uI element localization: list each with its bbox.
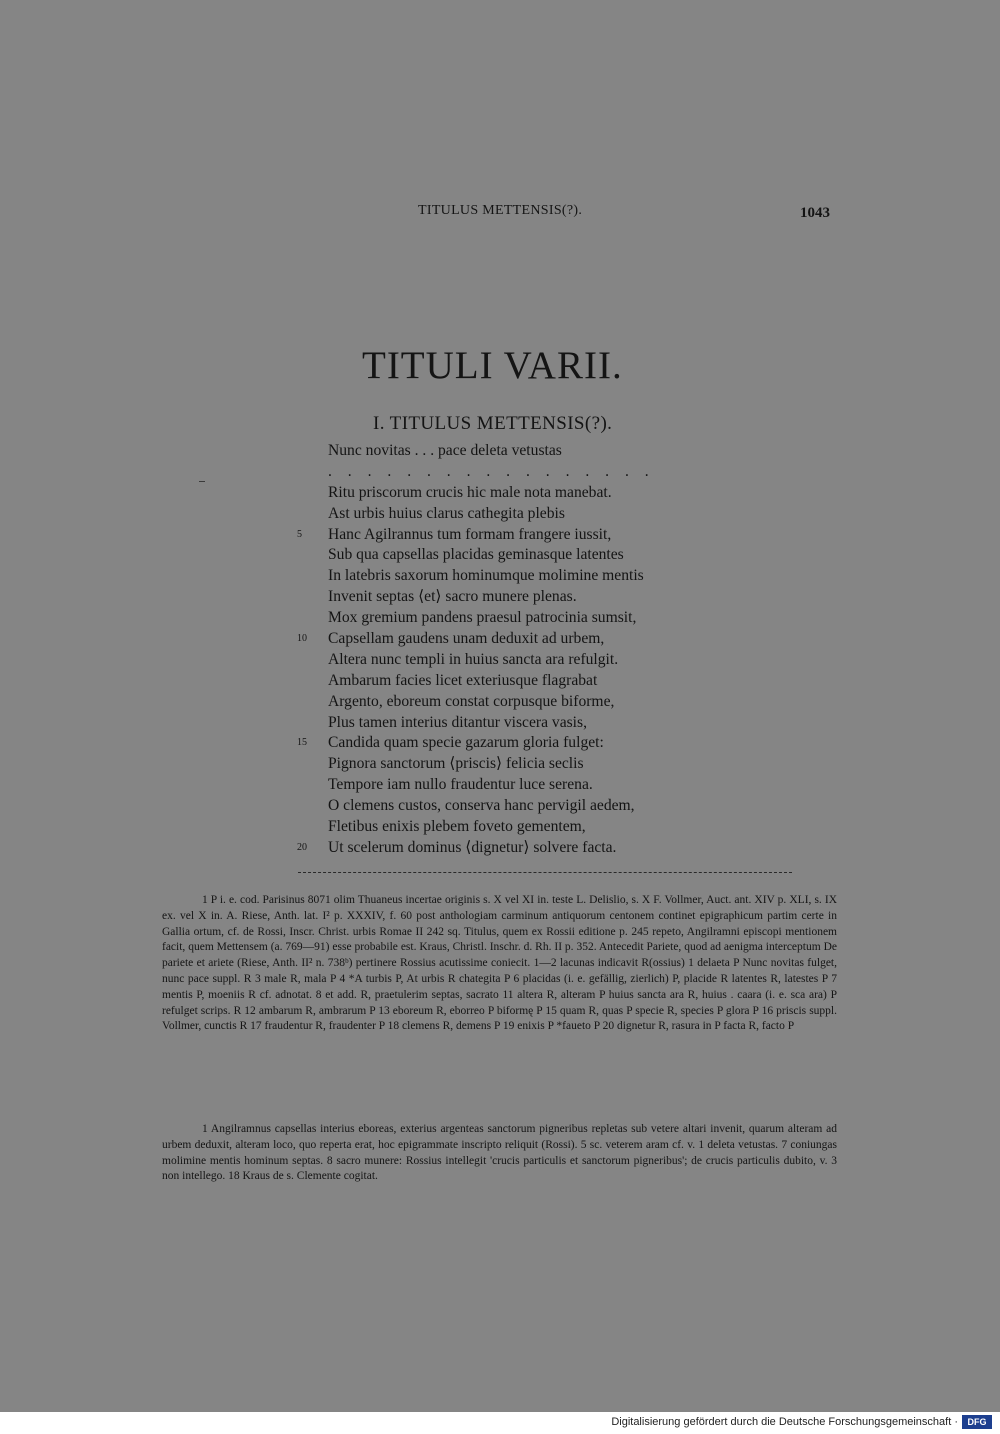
commentary-text: 1 Angilramnus capsellas interius eboreas, exterius argenteas sanctorum pigneribus repletas sub vetere altari invenit, quarum alteram ad urbem deduxit, alteram loco, quo reperta erat, hoc epigrammate inscripto reliquit (Rossi). 5 sc. veterem aram cf. v. 1 deleta vetustas. 7 coniungas molimine mentis hominum septas. 8 sacro munere: Rossius intellegit 'crucis particulis et sanctorum pigneribus'; de crucis particulis dubito, v. 3 non intellego. 18 Kraus de s. Clemente cogitat. — [162, 1123, 837, 1183]
verse-line — [0, 650, 1000, 671]
verse-line — [0, 817, 1000, 838]
verse-line — [0, 483, 1000, 504]
separator-rule — [298, 872, 792, 873]
line-number: 10 — [297, 633, 307, 645]
commentary-notes — [162, 1122, 837, 1185]
verse-text: Argento, eboreum constat corpusque biforme, — [328, 692, 615, 710]
digitization-footer — [0, 1412, 1000, 1434]
verse-text: Altera nunc templi in huius sancta ara refulgit. — [328, 650, 619, 668]
verse-line — [0, 838, 1000, 859]
verse-line — [0, 566, 1000, 587]
funding-credit[interactable]: Digitalisierung gefördert durch die Deutsche Forschungsgemeinschaft · — [611, 1416, 958, 1428]
verse-text: Hanc Agilrannus tum formam frangere iussit, — [328, 525, 612, 543]
verse-line — [0, 754, 1000, 775]
lacuna-dots: . . . . . . . . . . . . . . . . . — [328, 462, 655, 480]
line-number: 15 — [297, 737, 307, 749]
verse-line — [0, 525, 1000, 546]
verse-text: Capsellam gaudens unam deduxit ad urbem, — [328, 630, 605, 648]
verse-text: Sub qua capsellas placidas geminasque latentes — [328, 546, 624, 564]
line-number: 5 — [297, 528, 302, 540]
page-number: 1043 — [800, 205, 830, 221]
verse-text: In latebris saxorum hominumque molimine mentis — [328, 567, 644, 585]
verse-text: Pignora sanctorum ⟨priscis⟩ felicia seclis — [328, 755, 584, 773]
verse-line — [0, 587, 1000, 608]
verse-line — [0, 545, 1000, 566]
page-title: TITULI VARII. — [362, 344, 623, 387]
verse-line — [0, 629, 1000, 650]
verse-line — [0, 713, 1000, 734]
verse-line — [0, 775, 1000, 796]
verse-text: Plus tamen interius ditantur viscera vasis, — [328, 713, 587, 731]
verse-text: Ambarum facies licet exteriusque flagrabat — [328, 671, 598, 689]
verse-text: Mox gremium pandens praesul patrocinia sumsit, — [328, 609, 637, 627]
verse-line — [0, 441, 1000, 462]
verse-text: Ut scelerum dominus ⟨dignetur⟩ solvere facta. — [328, 838, 617, 856]
section-title: I. TITULUS METTENSIS(?). — [373, 413, 613, 434]
verse-text: Ast urbis huius clarus cathegita plebis — [328, 504, 565, 522]
running-title: TITULUS METTENSIS(?). — [418, 203, 583, 218]
line-number: 20 — [297, 841, 307, 853]
dfg-logo-icon[interactable]: DFG — [962, 1415, 992, 1429]
poem — [0, 441, 1000, 859]
apparatus-text: 1 P i. e. cod. Parisinus 8071 olim Thuaneus incertae originis s. X vel XI in. teste L. Delislio, s. X F. Vollmer, Auct. ant. XIV p. XLI, s. IX ex. vel X in. A. Riese, Anth. lat. I² p. XXXIV, f. 60 post anthologiam carminum antiquorum centonem continet epigraphicum partim certe in Gallia ortum, cf. de Rossi, Inscr. Christ. urbis Romae II 242 sq. Titulus, quem ex Rossii editione p. 245 repeto, Angilramni episcopi mentionem facit, quem Mettensem (a. 769—91) esse probabile est. Kraus, Christl. Inschr. d. Rh. II p. 352. Antecedit Pariete, quod ad aenigma interceptum De pariete et ariete (Riese, Anth. II² n. 738ᵇ) pertinere Rossius acutissime coniecit. 1—2 lacunas indicavit R(ossius) 1 delaeta P Nunc novitas fulget, nunc pace suppl. R 3 male R, mala P 4 *A turbis P, At urbis R chategita P 6 placidas (i. e. gefällig, zierlich) P, placide R latentes R, latestes P 7 mentis P, moeniis R cf. adnotat. 8 et add. R, praetulerim septas, sacrato 11 altera R, alteram P huius sancta ara R, huius . caara (i. e. sca ara) P refulget scrips. R 12 ambarum R, ambrarum P 13 eboreum R, eborreo P biformę P 15 quam R, quas P specie R, species P glora P 16 priscis suppl. Vollmer, cunctis R 17 fraudentur R, fraudenter P 18 clemens R, demens P 19 enixis P *faueto P 20 dignetur R, rasura in P facta R, facto P — [162, 894, 837, 1033]
verse-line — [0, 671, 1000, 692]
verse-text: O clemens custos, conserva hanc pervigil aedem, — [328, 797, 635, 815]
verse-text: Candida quam specie gazarum gloria fulget: — [328, 734, 604, 752]
verse-line — [0, 796, 1000, 817]
apparatus-criticus — [162, 893, 837, 1035]
verse-text: Nunc novitas . . . pace deleta vetustas — [328, 442, 562, 459]
verse-line — [0, 608, 1000, 629]
verse-line — [0, 504, 1000, 525]
verse-line — [0, 462, 1000, 483]
verse-text: Fletibus enixis plebem foveto gementem, — [328, 818, 586, 836]
verse-text: Tempore iam nullo fraudentur luce serena. — [328, 776, 593, 794]
verse-line — [0, 733, 1000, 754]
verse-text: Ritu priscorum crucis hic male nota manebat. — [328, 483, 612, 501]
verse-text: Invenit septas ⟨et⟩ sacro munere plenas. — [328, 588, 577, 606]
verse-line — [0, 692, 1000, 713]
